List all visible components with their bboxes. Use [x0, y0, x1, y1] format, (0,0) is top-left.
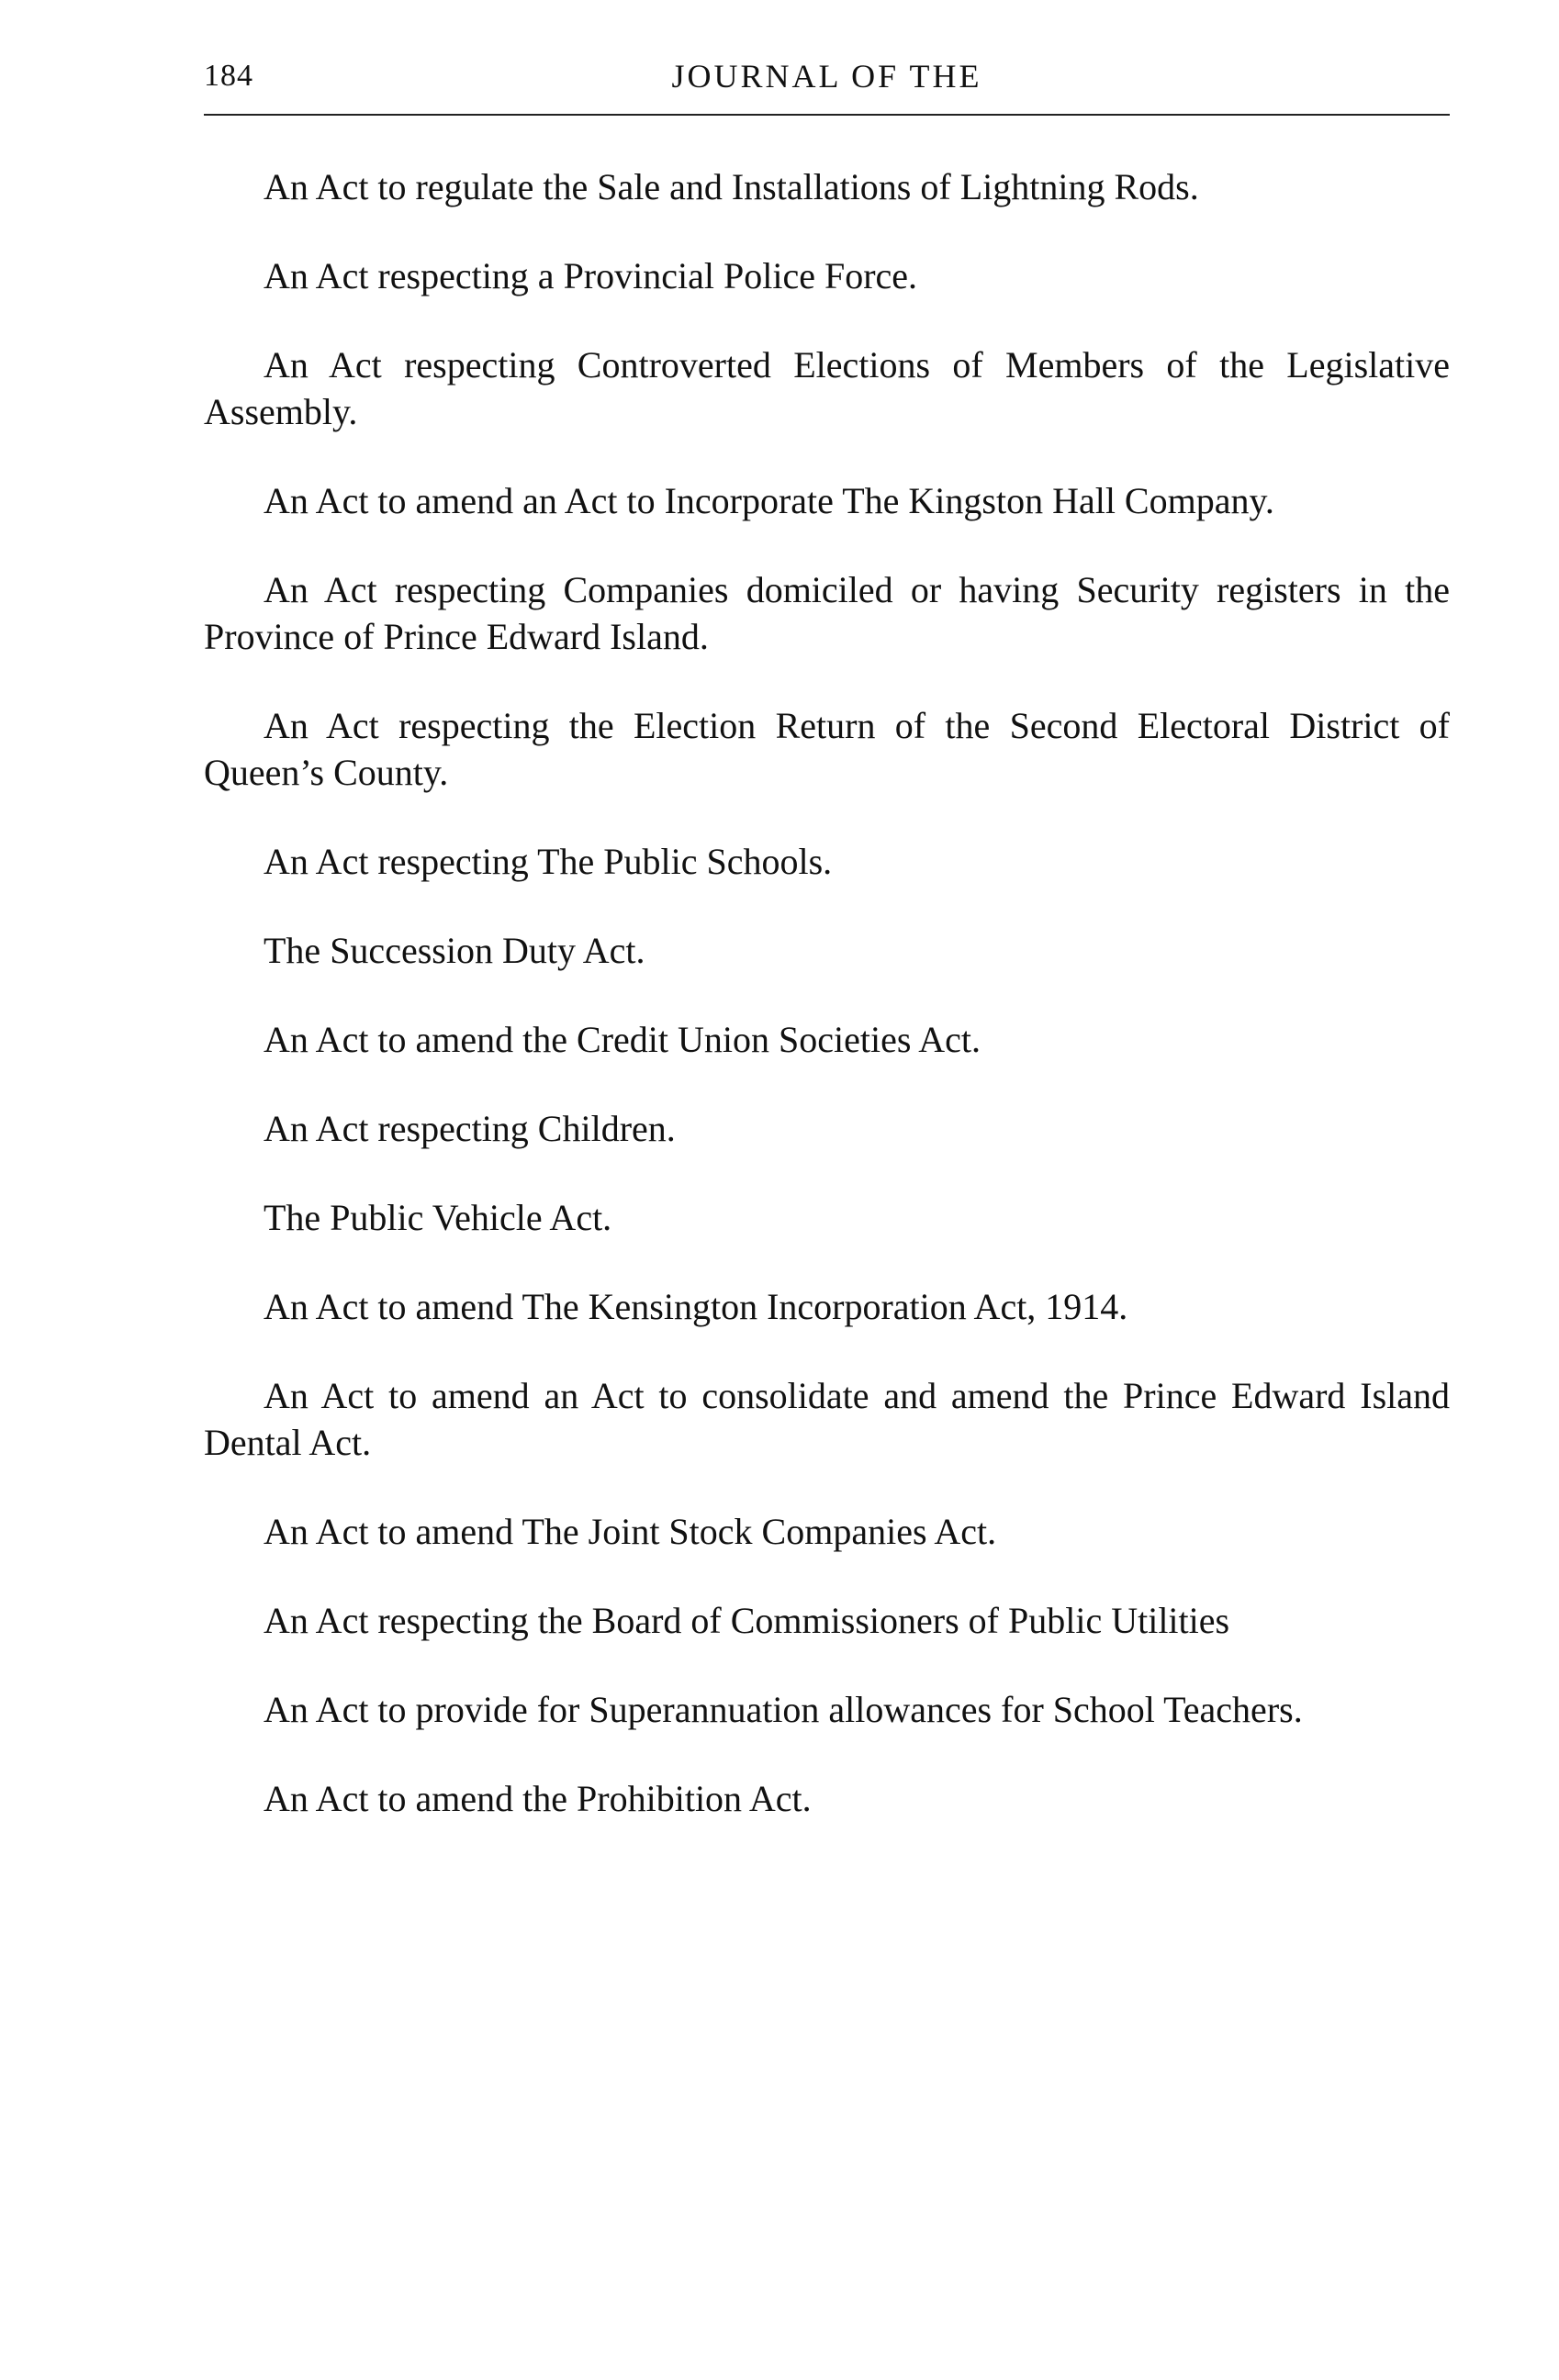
act-item: An Act to provide for Superannuation allowances for School Teachers.: [264, 1689, 1303, 1730]
act-item: The Public Vehicle Act.: [264, 1197, 612, 1238]
act-item: The Succession Duty Act.: [264, 930, 645, 971]
act-item: An Act to amend The Joint Stock Companies Act.: [264, 1511, 997, 1552]
act-item: An Act to amend The Kensington Incorporation Act, 1914.: [264, 1286, 1128, 1327]
running-head: JOURNAL OF THE: [671, 58, 982, 95]
act-item: An Act respecting Children.: [264, 1108, 676, 1149]
page-number: 184: [204, 59, 253, 93]
act-item: An Act respecting the Board of Commissioners of Public Utilities: [264, 1600, 1230, 1641]
page-header: [204, 53, 1450, 101]
act-item: An Act to amend an Act to Incorporate The Kingston Hall Company.: [264, 480, 1274, 521]
act-item: An Act respecting Companies domiciled or having Security registers in the Province of Prince Edward Island.: [204, 569, 1450, 657]
act-item: An Act respecting the Election Return of the Second Electoral District of Queen’s County.: [204, 705, 1450, 793]
act-item: An Act to regulate the Sale and Installations of Lightning Rods.: [264, 166, 1199, 207]
act-item: An Act to amend the Credit Union Societies Act.: [264, 1019, 981, 1060]
act-item: An Act respecting a Provincial Police Force.: [264, 255, 918, 296]
act-item: An Act to amend an Act to consolidate and amend the Prince Edward Island Dental Act.: [204, 1375, 1450, 1463]
acts-list: [204, 163, 1450, 1864]
act-item: An Act respecting Controverted Elections of Members of the Legislative Assembly.: [204, 344, 1450, 432]
act-item: An Act to amend the Prohibition Act.: [264, 1778, 812, 1819]
act-item: An Act respecting The Public Schools.: [264, 841, 833, 882]
header-rule: [204, 114, 1450, 116]
